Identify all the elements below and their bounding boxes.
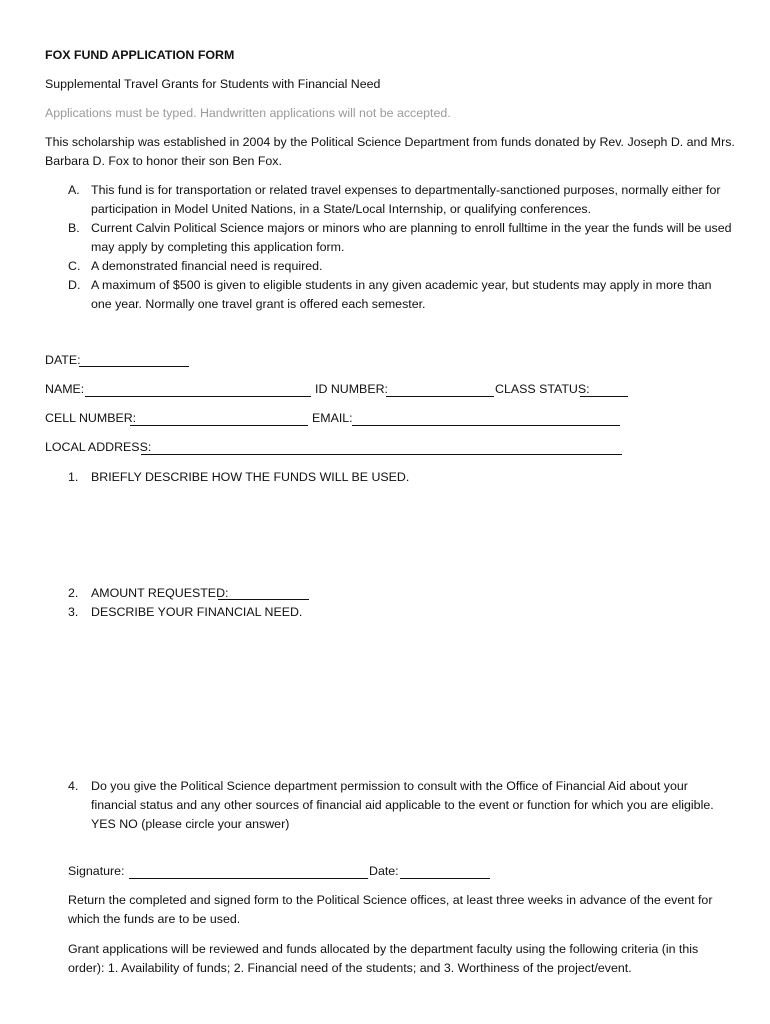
form-title: FOX FUND APPLICATION FORM (45, 48, 235, 62)
intro-paragraph: This scholarship was established in 2004 by the Political Science Department from funds donated by Rev. Joseph D. and Mrs. Barbara D. Fox to honor their son Ben Fox. (45, 135, 735, 168)
typed-notice: Applications must be typed. Handwritten applications will not be accepted. (45, 106, 451, 120)
question-4-text: Do you give the Political Science department permission to consult with the Office of Financial Aid about your financial status and any other sources of financial aid applicable to the event or function for which you are eligible. YES NO (please circle your answer) (91, 779, 714, 831)
rule-item (45, 257, 735, 276)
local-address-field[interactable] (141, 454, 622, 455)
email-label: EMAIL: (312, 411, 353, 425)
id-number-field[interactable] (386, 396, 494, 397)
eligibility-rules (45, 181, 735, 314)
question-1-answer-area[interactable] (91, 492, 731, 574)
signature-label: Signature: (68, 864, 125, 878)
email-field[interactable] (352, 425, 620, 426)
rule-text: A demonstrated financial need is required. (91, 259, 323, 273)
question-4 (68, 777, 728, 834)
rule-text: A maximum of $500 is given to eligible students in any given academic year, but students may apply in more than one year. Normally one travel grant is offered each semester. (91, 278, 712, 311)
question-4-number: 4. (68, 779, 79, 793)
local-address-label: LOCAL ADDRESS: (45, 440, 152, 454)
class-status-field[interactable] (580, 396, 628, 397)
return-instructions: Return the completed and signed form to the Political Science offices, at least three weeks in advance of the event for which the funds are to be used. (68, 893, 713, 926)
rule-item (45, 181, 735, 219)
rule-marker: D. (68, 278, 81, 292)
rule-text: Current Calvin Political Science majors or minors who are planning to enroll fulltime in the year the funds will be used may apply by completing this application form. (91, 221, 732, 254)
form-subtitle: Supplemental Travel Grants for Students with Financial Need (45, 77, 381, 91)
class-status-label: CLASS STATUS: (495, 382, 590, 396)
question-3-answer-area[interactable] (91, 627, 731, 767)
name-field[interactable] (85, 396, 311, 397)
date-label: DATE: (45, 353, 81, 367)
question-3-number: 3. (68, 605, 79, 619)
question-2-number: 2. (68, 586, 79, 600)
rule-marker: A. (68, 183, 80, 197)
rule-marker: C. (68, 259, 81, 273)
question-2-text: AMOUNT REQUESTED: (91, 586, 229, 600)
rule-text: This fund is for transportation or related travel expenses to departmentally-sanctioned purposes, normally either for participation in Model United Nations, in a State/Local Internship, or qualifying conferences. (91, 183, 721, 216)
question-1-text: BRIEFLY DESCRIBE HOW THE FUNDS WILL BE USED. (91, 470, 410, 484)
cell-number-label: CELL NUMBER: (45, 411, 137, 425)
date-field[interactable] (79, 366, 189, 367)
signature-date-field[interactable] (400, 878, 490, 879)
rule-item (45, 276, 735, 314)
amount-requested-field[interactable] (218, 599, 309, 600)
signature-date-label: Date: (369, 864, 399, 878)
name-label: NAME: (45, 382, 85, 396)
cell-number-field[interactable] (130, 425, 308, 426)
rule-marker: B. (68, 221, 80, 235)
question-1-number: 1. (68, 470, 79, 484)
review-criteria: Grant applications will be reviewed and funds allocated by the department faculty using the following criteria (in this order): 1. Availability of funds; 2. Financial need of the students; and 3. Worthiness of the project/event. (68, 942, 699, 975)
id-number-label: ID NUMBER: (315, 382, 388, 396)
signature-field[interactable] (129, 878, 368, 879)
question-3-text: DESCRIBE YOUR FINANCIAL NEED. (91, 605, 303, 619)
rule-item (45, 219, 735, 257)
